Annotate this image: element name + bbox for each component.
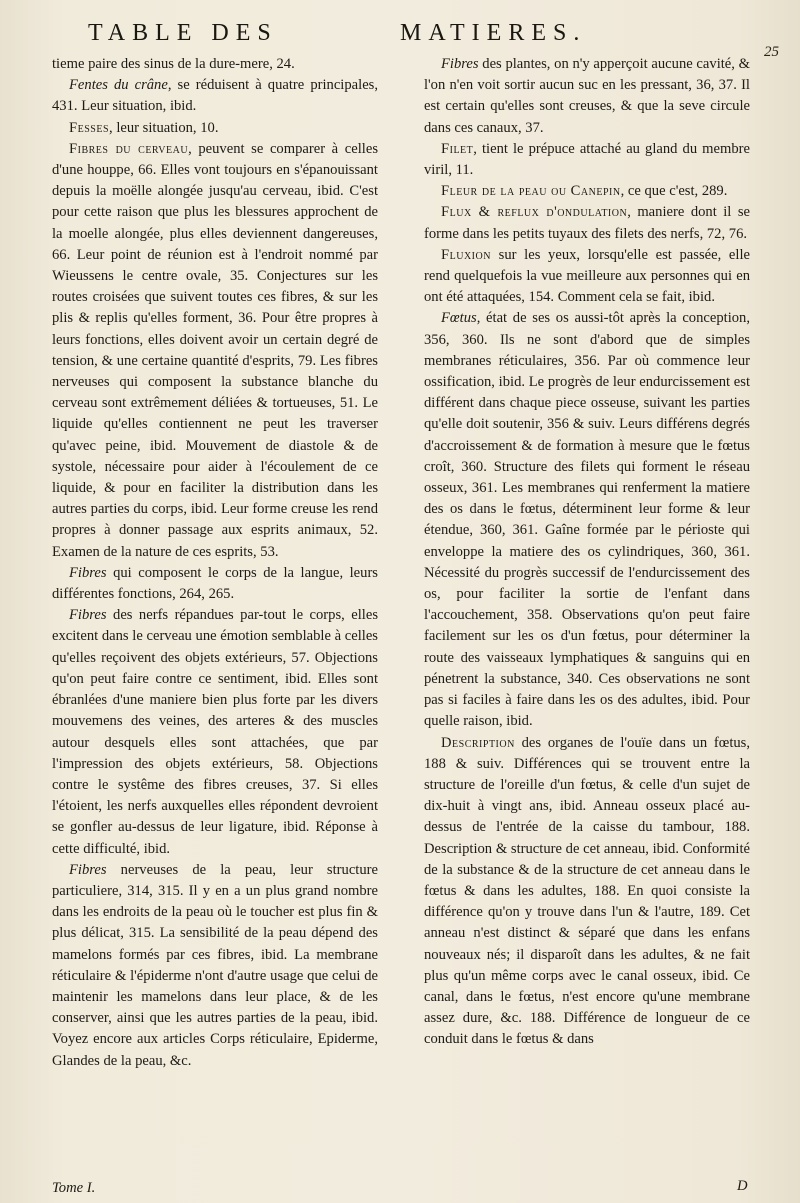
entry-text: nerveuses de la peau, leur structure particuliere, 314, 315. Il y en a un plus grand nombre dans les endroits de la peau où le toucher est plus fin & plus délicat, 315. La sensibilité de la peau dépend des mamelons formés par ces fibres, ibid. La membrane réticulaire & l'épiderme n'ont d'autre usage que celui de maintenir les mamelons dans leur place, & de les conserver, ainsi que les autres parties de la peau, ibid. Voyez encore aux articles Corps réticulaire, Epiderme, Glandes de la peau, &c. bbox=[52, 861, 378, 1069]
entry-heading: Fleur de la peau ou Canepin bbox=[441, 183, 621, 200]
index-entry bbox=[424, 308, 750, 732]
index-entry bbox=[52, 139, 378, 563]
index-entry bbox=[52, 605, 378, 859]
page-number: 25 bbox=[764, 44, 779, 60]
entry-text: qui composent le corps de la langue, leurs différentes fonctions, 264, 265. bbox=[52, 564, 378, 603]
right-column bbox=[424, 54, 750, 1051]
entry-text: , leur situation, 10. bbox=[109, 119, 219, 136]
entry-text: , état de ses os aussi-tôt après la conception, 356, 360. Ils ne sont d'abord que de simples membranes réticulaires, 356. Par où commence leur ossification, ibid. Le progrès de leur endurcissement est différent dans chaque piece osseuse, suivant les parties qu'elle doit soutenir, 356 & suiv. Leurs différens degrés d'accroissement & de formation à mesure que le fœtus croît, 360. Structure des filets qui forment le réseau osseux, 361. Les membranes qui renferment la matiere des os dans le fœtus, déterminent leur forme & leur étendue, 360, 361. Gaîne formée par le périoste qui enveloppe la matiere des os cylindriques, 360, 361. Nécessité du progrès successif de l'endurcissement des os, pour faciliter la sortie de l'enfant dans l'accouchement, 358. Observations qu'on peut faire facilement sur les os d'un fœtus, pour déterminer la route des vaisseaux lymphatiques & sanguins qui en pénetrent la substance, 340. Ces observations ne sont pas si faciles à faire dans les os des adultes, ibid. Pour quelle raison, ibid. bbox=[424, 310, 750, 730]
entry-heading: Flux & reflux d'ondulation bbox=[441, 204, 628, 221]
entry-text: des plantes, on n'y apperçoit aucune cavité, & l'on n'en voit sortir aucun suc en les pressant, 36, 37. Il est certain qu'elles sont creuses, & que la seve circule dans ces canaux, 37. bbox=[424, 56, 750, 136]
index-entry bbox=[424, 181, 750, 202]
index-entry bbox=[424, 245, 750, 309]
index-entry bbox=[424, 139, 750, 181]
index-entry bbox=[52, 563, 378, 605]
entry-heading: Filet bbox=[441, 140, 474, 157]
entry-heading: Description bbox=[441, 734, 515, 751]
index-entry bbox=[52, 860, 378, 1072]
entry-text: , peuvent se comparer à celles d'une houppe, 66. Elles vont toujours en s'épanouissant depuis la moëlle alongée jusqu'au cerveau, ibid. C'est pour cette raison que plus les blessures approchent de la moelle alongée, plus elles deviennent dangereuses, 66. Leur point de réunion est à l'endroit nommé par Wieussens le centre ovale, 35. Conjectures sur les routes croisées que suivent toutes ces fibres, & sur les plis & replis qu'elles forment, 36. Pour être propres à leurs fonctions, elles doivent avoir un certain degré de tension, & une certaine quantité d'esprits, 79. Les fibres nerveuses qui composent la substance blanche du cerveau sont extrêmement déliées & tortueuses, 51. Le liquide qu'elles contiennent ne peut les traverser qu'avec peine, ibid. Mouvement de diastole & de systole, nécessaire pour aider à l'écoulement de ce liquide, & pour en faciliter la distribution dans les autres parties du corps, ibid. Leur forme creuse les rend propres à donner passage aux esprits animaux, 52. Examen de la nature de ces esprits, 53. bbox=[52, 140, 378, 560]
continued-entry bbox=[52, 54, 378, 75]
running-header bbox=[0, 18, 800, 60]
index-entry bbox=[424, 54, 750, 139]
header-right: MATIERES. bbox=[400, 20, 587, 46]
volume-label: Tome I. bbox=[52, 1180, 96, 1196]
entry-text: des organes de l'ouïe dans un fœtus, 188 & suiv. Différences qui se trouvent entre la structure de l'oreille d'un fœtus, & celle d'un sujet de dix-huit à vingt ans, ibid. Anneau osseux placé au-dessus de l'entrée de la caisse du tambour, 188. Description & structure de cet anneau, ibid. Conformité de la substance & de la structure de cet anneau dans le fœtus & dans les adultes, 188. En quoi consiste la différence qu'on y trouve dans l'un & l'autre, 189. Cet anneau n'est distinct & séparé que dans les enfans nouveaux nés; il disparoît dans les adultes, & ne fait plus qu'un même corps avec le canal osseux, ibid. Ce canal, dans le fœtus, n'est encore qu'une membrane assez dure, &c. 188. Différence de longueur de ce conduit dans le fœtus & dans bbox=[424, 734, 750, 1048]
entry-text: , tient le prépuce attaché au gland du membre viril, 11. bbox=[424, 140, 750, 179]
entry-text: tieme paire des sinus de la dure-mere, 24. bbox=[52, 56, 295, 72]
index-entry bbox=[424, 733, 750, 1051]
page-footer bbox=[52, 1180, 752, 1198]
entry-text: des nerfs répandues par-tout le corps, elles excitent dans le cerveau une émotion semblable à celles qu'elles reçoivent des objets extérieurs, 57. Objections qu'on peut faire contre ce sentiment, ibid. Elles sont ébranlées d'une maniere bien plus forte par les divers mouvemens des veines, des arteres & des muscles autour desquels elles sont attachées, que par l'impression des objets extérieurs, 58. Objections contre le systême des fibres creuses, 37. Si elles l'étoient, les nerfs auxquelles elles répondent devroient se gonfler au-dessus de leur ligature, ibid. Réponse à cette difficulté, ibid. bbox=[52, 607, 378, 857]
header-left: TABLE DES bbox=[88, 20, 278, 46]
left-column bbox=[52, 54, 378, 1072]
entry-text: , ce que c'est, 289. bbox=[620, 183, 728, 200]
entry-text: , maniere dont il se forme dans les petits tuyaux des filets des nerfs, 72, 76. bbox=[424, 204, 750, 242]
index-entry bbox=[424, 202, 750, 244]
index-entry bbox=[52, 118, 378, 139]
entry-heading: Fœtus bbox=[441, 310, 477, 327]
index-entry bbox=[52, 75, 378, 117]
entry-heading: Fibres bbox=[69, 564, 107, 581]
entry-heading: Fesses bbox=[69, 119, 110, 136]
entry-heading: Fibres du cerveau bbox=[69, 140, 189, 157]
entry-text: sur les yeux, lorsqu'elle est passée, elle rend quelquefois la vue meilleure aux personnes qui en ont été attaquées, 154. Comment cela se fait, ibid. bbox=[424, 246, 750, 306]
entry-heading: Fluxion bbox=[441, 246, 491, 263]
entry-heading: Fibres bbox=[69, 861, 107, 878]
entry-heading: Fibres bbox=[441, 56, 479, 72]
entry-heading: Fentes du crâne bbox=[69, 77, 168, 94]
entry-text: , se réduisent à quatre principales, 431. Leur situation, ibid. bbox=[52, 77, 378, 115]
signature-mark: D bbox=[737, 1178, 748, 1194]
entry-heading: Fibres bbox=[69, 607, 107, 624]
